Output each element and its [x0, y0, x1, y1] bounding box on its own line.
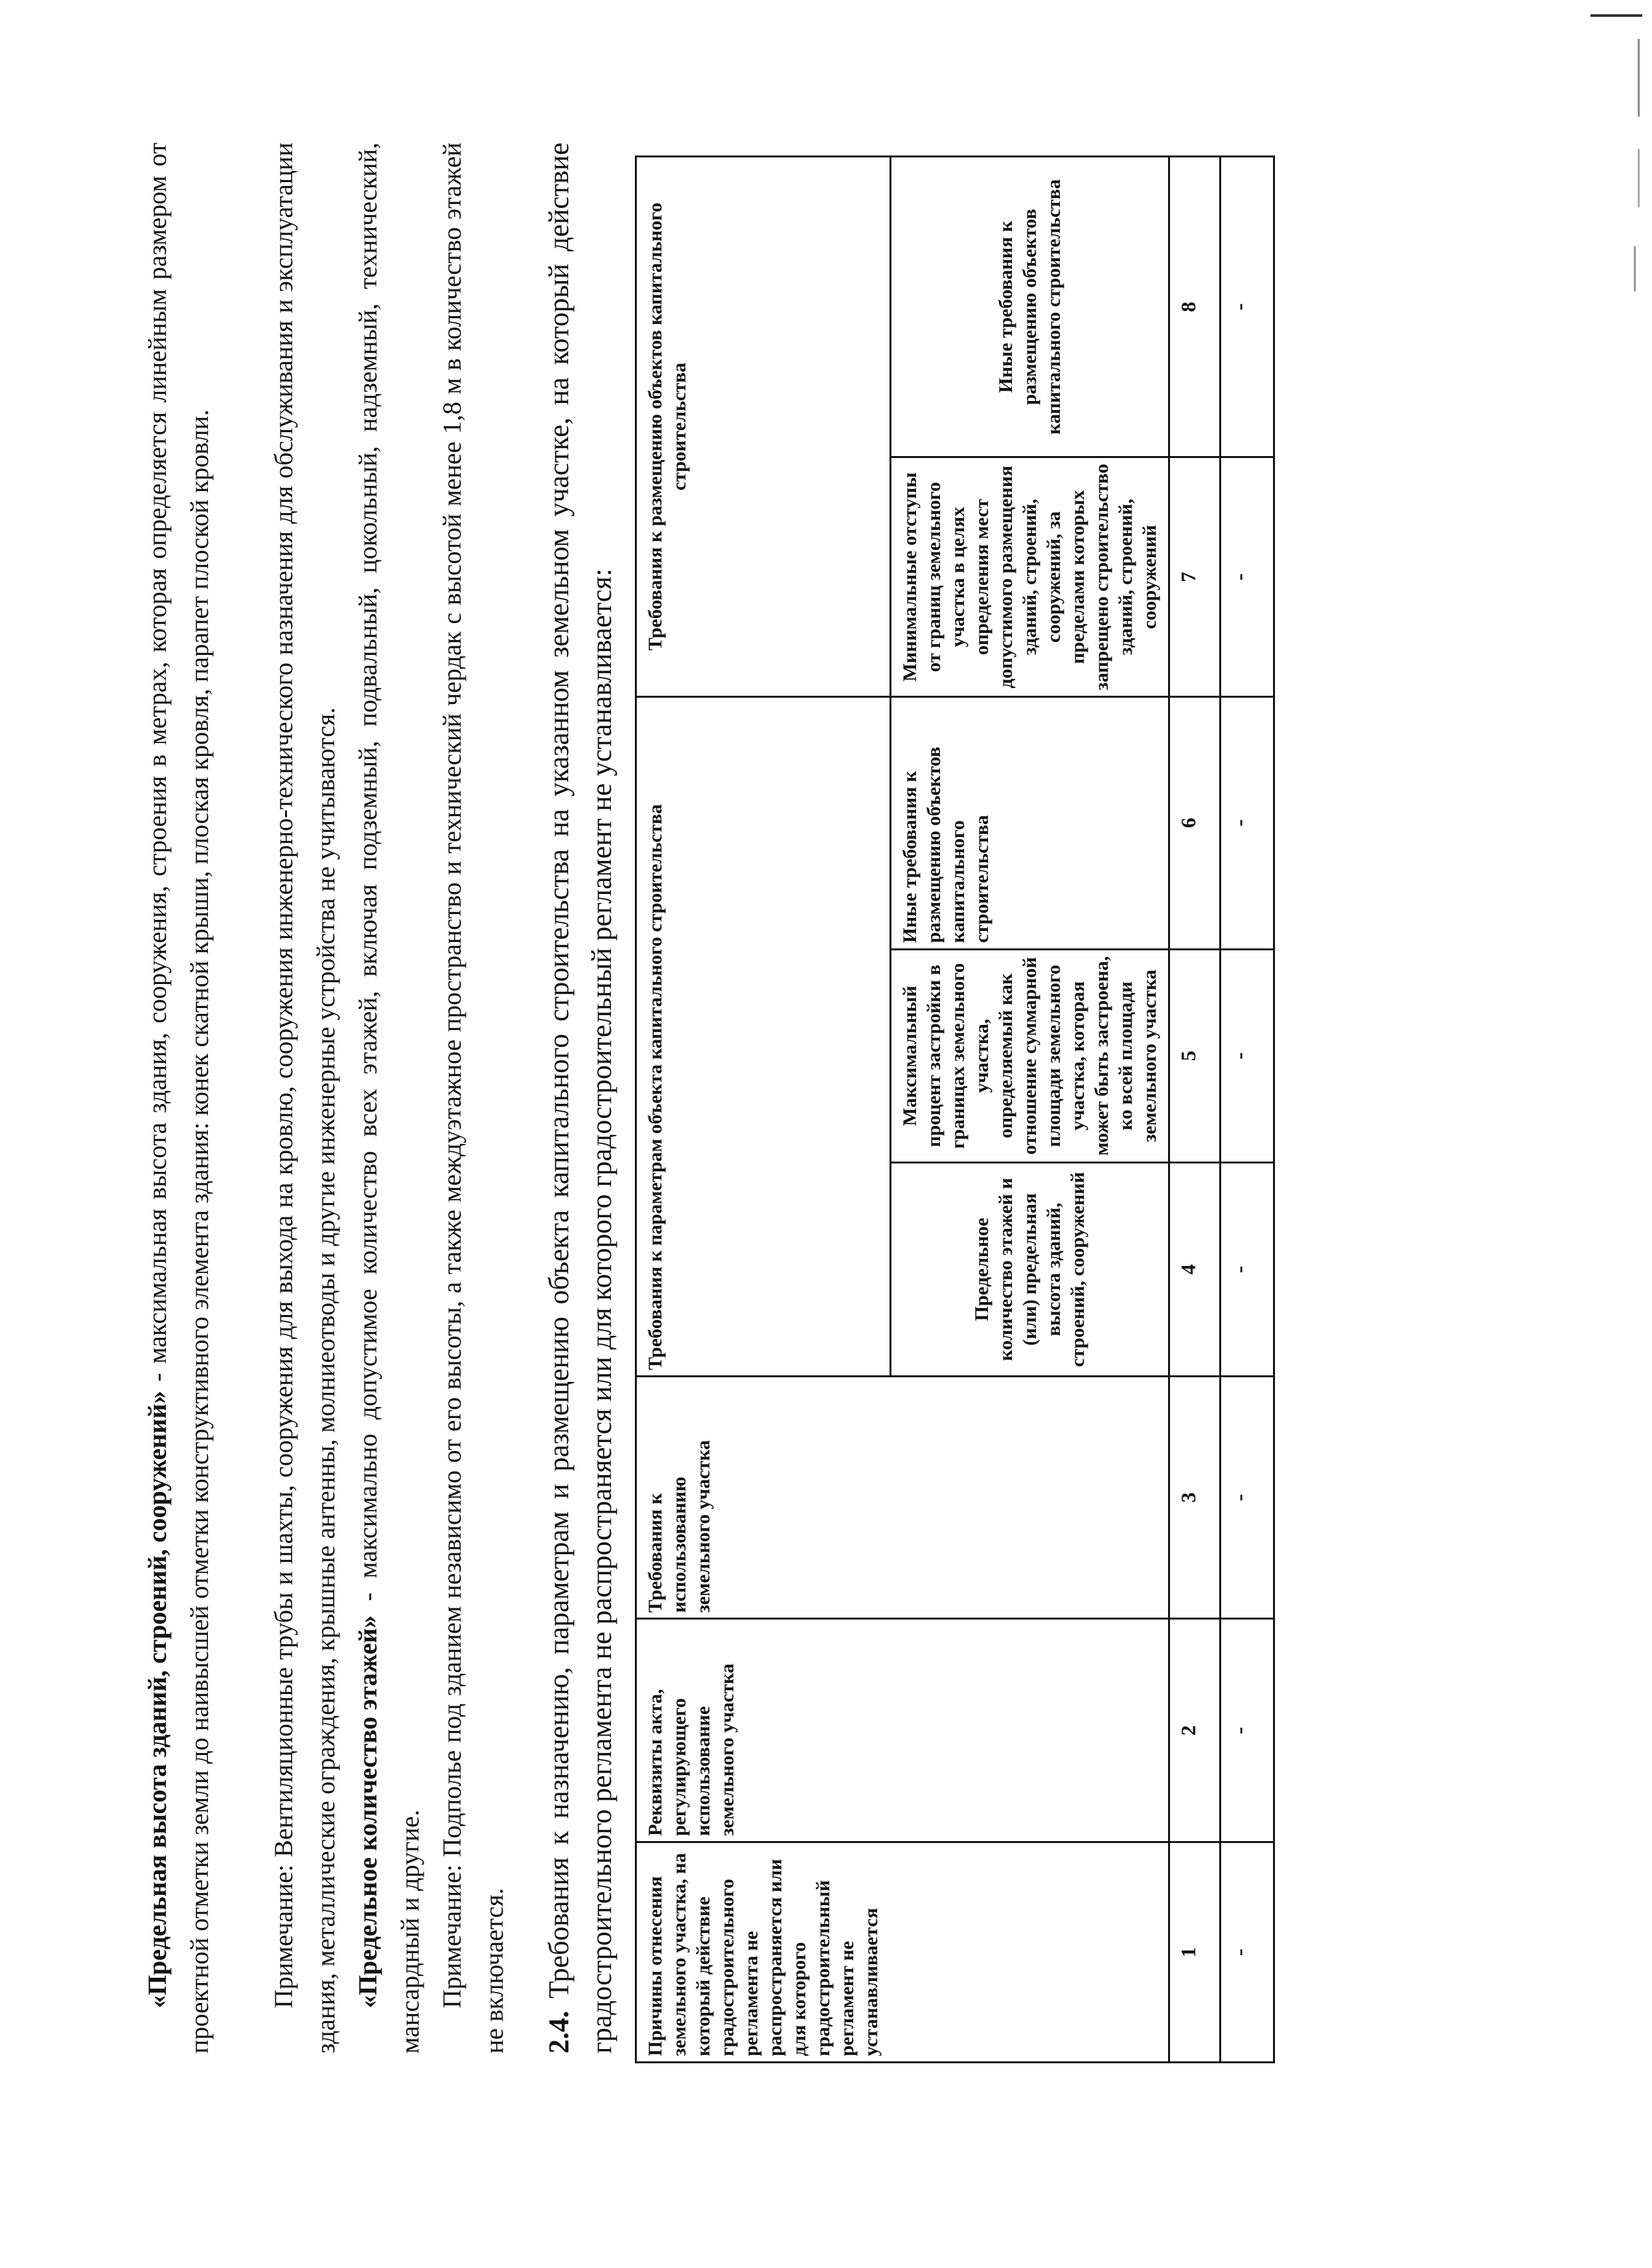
scan-edge-mark: [1634, 246, 1636, 292]
header-other-placement: Иные требования к размещению объектов капитального строительства: [891, 157, 1169, 457]
section-title: Требования к назначению, параметрам и размещению объекта капитального строительства на указанном земельном участке, на который действие градостроительного регламента не распространяется или для которого градостроительный регламент не устанавливается:: [543, 143, 617, 2054]
floors-definition: [347, 143, 431, 2054]
column-number-row: [1169, 157, 1221, 2063]
cell-value: -: [1221, 696, 1274, 949]
floors-term: «Предельное количество этажей»: [353, 1615, 382, 2008]
column-number: 8: [1169, 157, 1221, 457]
scan-edge-mark: [1590, 14, 1642, 17]
header-min-setbacks: Минимальные отступы от границ земельного участка в целях определения мест допустимого размещения зданий, строений, сооружений, за пределами которых запрещено строительство зданий, строений, сооружений: [891, 457, 1169, 697]
header-land-use: Требования к использованию земельного участка: [636, 1376, 1169, 1619]
column-number: 4: [1169, 1163, 1221, 1377]
height-definition-text: - максимальная высота здания, сооружения, строения в метрах, которая определяется линейным размером от проектной отметки земли до наивысшей отметки конструктивного элемента здания: конек скатной крыши, плоская кровля, парапет плоской кровли.: [143, 143, 214, 2054]
cell-value: -: [1221, 1376, 1274, 1619]
section-number: 2.4.: [543, 2011, 575, 2054]
column-number: 6: [1169, 696, 1221, 949]
cell-value: -: [1221, 457, 1274, 697]
cell-value: -: [1221, 157, 1274, 457]
header-build-percent: Максимальный процент застройки в границах земельного участка, определяемый как отношение суммарной площади земельного участка, которая может быть застроена, ко всей площади земельного участка: [891, 949, 1169, 1163]
floors-definition-text: - максимально допустимое количество всех этажей, включая подземный, подвальный, цокольный, надземный, технический, мансардный и другие.: [353, 143, 424, 2054]
cell-value: -: [1221, 949, 1274, 1163]
height-definition: [136, 143, 220, 2054]
header-other-params: Иные требования к размещению объектов капитального строительства: [891, 696, 1169, 949]
column-number: 5: [1169, 949, 1221, 1163]
note-ventilation: Примечание: Вентиляционные трубы и шахты, сооружения для выхода на кровлю, сооружения инженерно-технического назначения для обслуживания и эксплуатации здания, металлические ограждения, крышные антенны, молниеотводы и другие инженерные устройства не учитываются.: [269, 143, 340, 2054]
scan-edge-mark: [1638, 149, 1640, 207]
cell-value: -: [1221, 1619, 1274, 1842]
header-placement-group: Требования к размещению объектов капитального строительства: [636, 157, 891, 697]
column-number: 7: [1169, 457, 1221, 697]
requirements-table: [635, 155, 1275, 2063]
cell-value: -: [1221, 1842, 1274, 2063]
section-heading: [538, 143, 623, 2054]
header-reasons: Причины отнесения земельного участка, на который действие градостроительного регламента не распространяется или для которого градостроительный регламент не устанавливается: [636, 1842, 1169, 2063]
table-row: [1221, 157, 1274, 2063]
note-underfloor: Примечание: Подполье под зданием независимо от его высоты, а также междуэтажное пространство и технический чердак с высотой менее 1,8 м в количество этажей не включается.: [437, 143, 509, 2054]
height-term: «Предельная высота зданий, строений, сооружений»: [143, 1390, 172, 2008]
column-number: 1: [1169, 1842, 1221, 2063]
header-floors-height: Предельное количество этажей и (или) предельная высота зданий, строений, сооружений: [891, 1163, 1169, 1377]
header-act-details: Реквизиты акта, регулирующего использование земельного участка: [636, 1619, 1169, 1842]
header-parameters-group: Требования к параметрам объекта капитального строительства: [636, 696, 891, 1376]
cell-value: -: [1221, 1163, 1274, 1377]
scan-edge-mark: [1638, 39, 1640, 117]
column-number: 2: [1169, 1619, 1221, 1842]
column-number: 3: [1169, 1376, 1221, 1619]
